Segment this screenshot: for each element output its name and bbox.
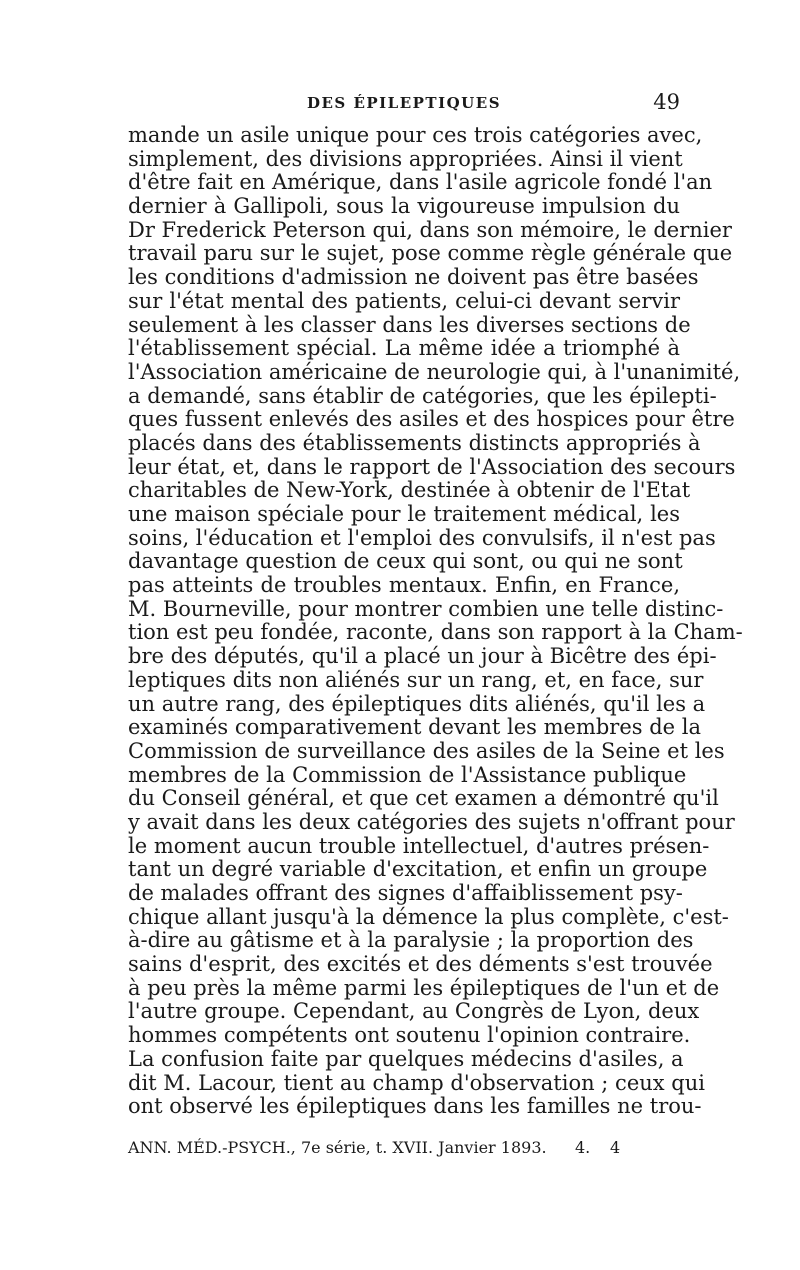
footer-citation: ANN. MÉD.-PSYCH., 7e série, t. XVII. Janvier 1893. (128, 1138, 547, 1157)
text-line: pas atteints de troubles mentaux. Enfin, en France, (128, 573, 680, 598)
text-line: a demandé, sans établir de catégories, que les épilepti- (128, 383, 717, 408)
text-line: d'être fait en Amérique, dans l'asile agricole fondé l'an (128, 170, 713, 195)
text-line: sur l'état mental des patients, celui-ci devant servir (128, 288, 680, 313)
signature-mark-2: 4 (610, 1138, 621, 1157)
text-line: l'autre groupe. Cependant, au Congrès de Lyon, deux (128, 999, 700, 1024)
text-line: mande un asile unique pour ces trois catégories avec, (128, 123, 703, 147)
running-title: DES ÉPILEPTIQUES (306, 94, 502, 112)
text-line: charitables de New-York, destinée à obtenir de l'Etat (128, 478, 691, 503)
text-line: placés dans des établissements distincts appropriés à (128, 430, 701, 455)
text-line: examinés comparativement devant les membres de la (128, 715, 701, 740)
text-line: dit M. Lacour, tient au champ d'observation ; ceux qui (128, 1070, 705, 1095)
text-line: soins, l'éducation et l'emploi des convulsifs, il n'est pas (128, 525, 716, 550)
body-text (128, 123, 743, 1119)
text-line: membres de la Commission de l'Assistance publique (128, 762, 687, 787)
text-line: le moment aucun trouble intellectuel, d'autres présen- (128, 833, 710, 858)
text-line: chique allant jusqu'à la démence la plus complète, c'est- (128, 904, 729, 929)
text-line: l'établissement spécial. La même idée a triomphé à (128, 336, 680, 361)
text-line: sains d'esprit, des excités et des déments s'est trouvée (128, 952, 713, 977)
text-line: leur état, et, dans le rapport de l'Association des secours (128, 454, 736, 479)
text-line: tion est peu fondée, raconte, dans son rapport à la Cham- (128, 620, 743, 645)
signature-mark-1: 4. (575, 1138, 591, 1157)
text-line: davantage question de ceux qui sont, ou qui ne sont (128, 549, 683, 574)
page-number: 49 (653, 90, 680, 114)
text-line: hommes compétents ont soutenu l'opinion contraire. (128, 1023, 691, 1048)
text-line: bre des députés, qu'il a placé un jour à Bicêtre des épi- (128, 644, 717, 669)
text-line: y avait dans les deux catégories des sujets n'offrant pour (128, 809, 735, 834)
text-line: simplement, des divisions appropriées. Ainsi il vient (128, 146, 683, 171)
text-line: du Conseil général, et que cet examen a démontré qu'il (128, 786, 719, 811)
text-line: seulement à les classer dans les diverses sections de (128, 312, 691, 337)
page-header (128, 90, 680, 120)
text-line: les conditions d'admission ne doivent pas être basées (128, 265, 699, 290)
text-line: à-dire au gâtisme et à la paralysie ; la proportion des (128, 928, 694, 953)
text-line: La confusion faite par quelques médecins d'asiles, a (128, 1046, 684, 1071)
text-line: Dr Frederick Peterson qui, dans son mémoire, le dernier (128, 217, 732, 242)
text-line: un autre rang, des épileptiques dits aliénés, qu'il les a (128, 691, 706, 716)
text-line: à peu près la même parmi les épileptiques de l'un et de (128, 975, 720, 1000)
text-line: leptiques dits non aliénés sur un rang, et, en face, sur (128, 667, 704, 692)
text-line: ont observé les épileptiques dans les familles ne trou- (128, 1094, 702, 1119)
text-line: M. Bourneville, pour montrer combien une telle distinc- (128, 596, 724, 621)
text-line: travail paru sur le sujet, pose comme règle générale que (128, 241, 733, 266)
text-line: tant un degré variable d'excitation, et enfin un groupe (128, 857, 708, 882)
text-line: Commission de surveillance des asiles de la Seine et les (128, 738, 725, 763)
text-line: dernier à Gallipoli, sous la vigoureuse impulsion du (128, 194, 680, 219)
page-footer (128, 1138, 680, 1157)
text-line: une maison spéciale pour le traitement médical, les (128, 502, 680, 526)
text-line: l'Association américaine de neurologie qui, à l'unanimité, (128, 359, 741, 384)
text-line: ques fussent enlevés des asiles et des hospices pour être (128, 407, 735, 432)
text-line: de malades offrant des signes d'affaiblissement psy- (128, 881, 683, 905)
